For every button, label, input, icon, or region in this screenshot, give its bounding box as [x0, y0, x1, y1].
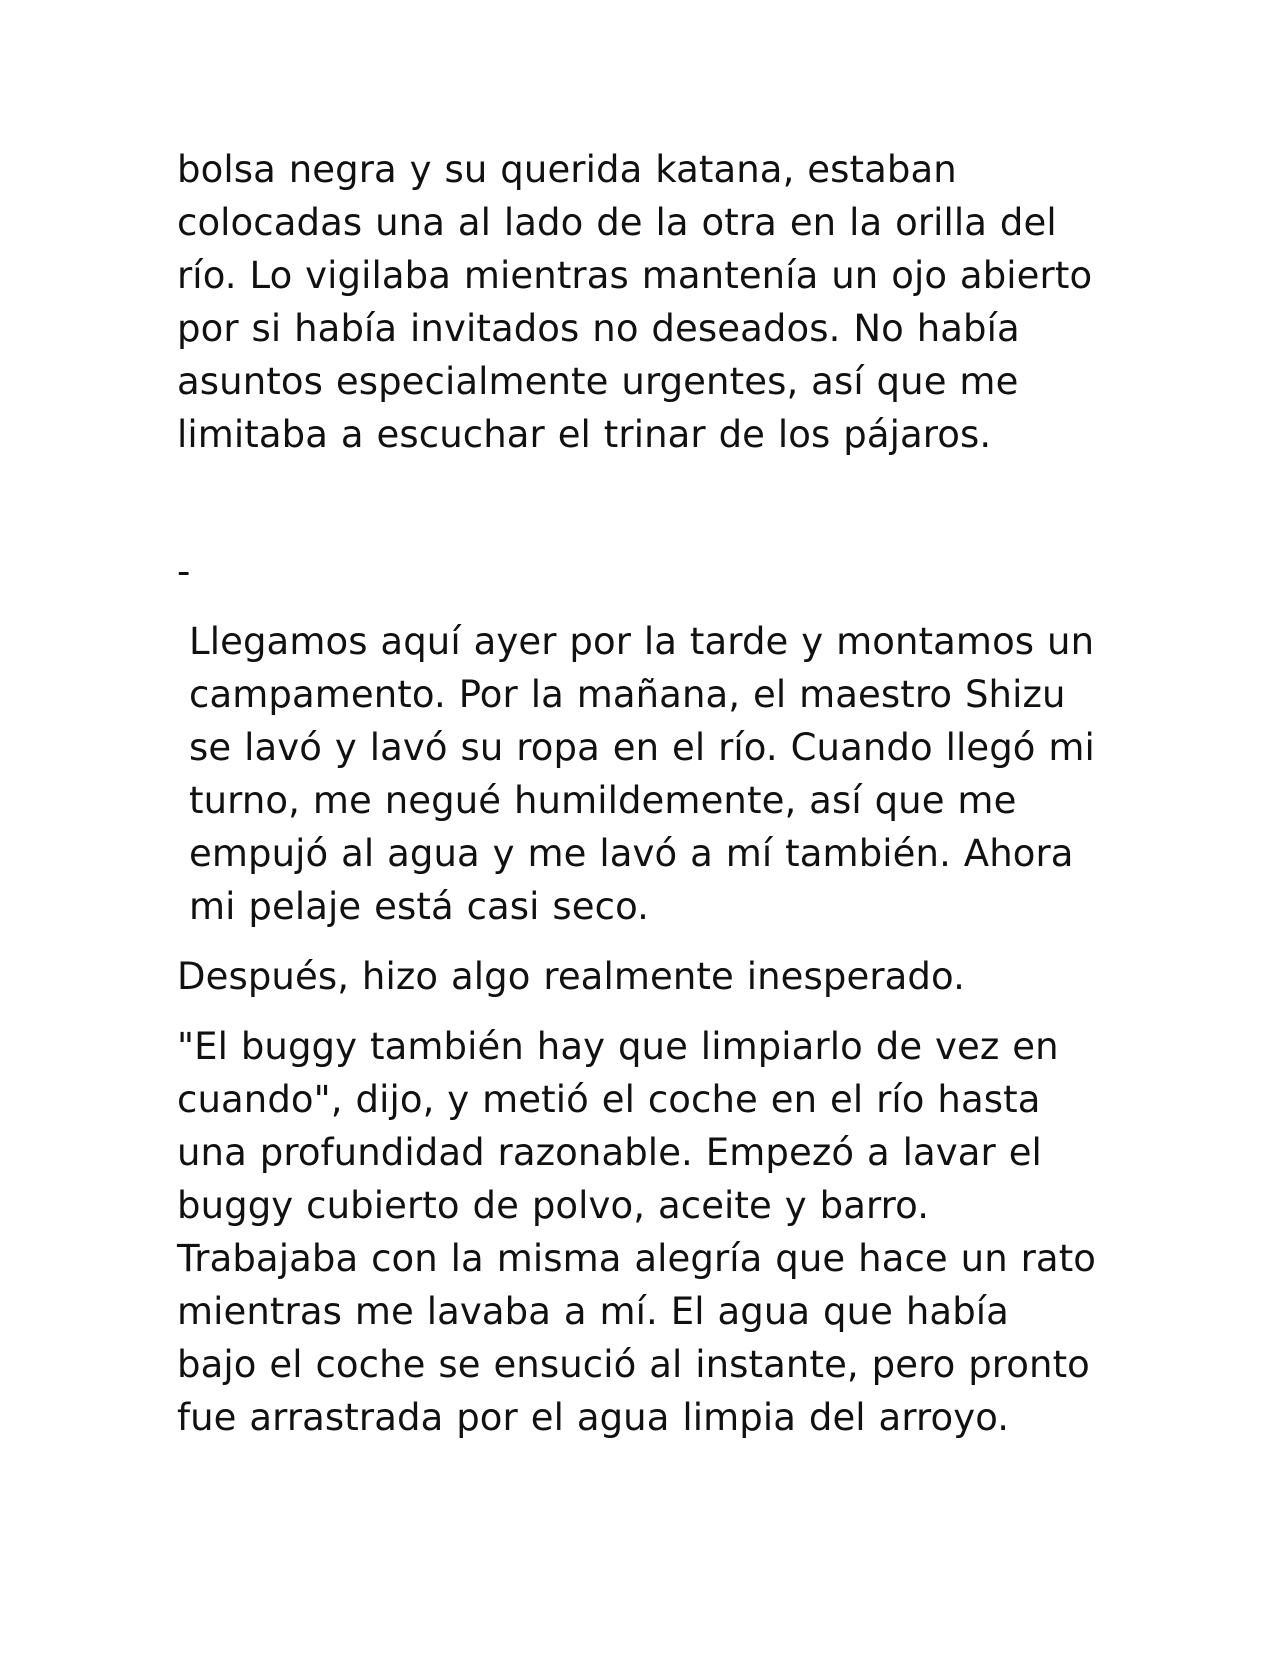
paragraph-3: Después, hizo algo realmente inesperado. [177, 955, 965, 998]
paragraph-1: bolsa negra y su querida katana, estaban colocadas una al lado de la otra en la orilla del río. Lo vigilaba mientras mantenía un ojo abierto por si había invitados no deseados. No había asuntos especialmente urgentes, así que me limitaba a escuchar el trinar de los pájaros. [177, 148, 1093, 456]
paragraph-2: Llegamos aquí ayer por la tarde y montamos un campamento. Por la mañana, el maestro Shizu se lavó y lavó su ropa en el río. Cuando llegó mi turno, me negué humildemente, así que me empujó al agua y me lavó a mí también. Ahora mi pelaje está casi seco. [189, 620, 1095, 928]
paragraph-4: "El buggy también hay que limpiarlo de vez en cuando", dijo, y metió el coche en el río hasta una profundidad razonable. Empezó a lavar el buggy cubierto de polvo, aceite y barro. Trabajaba con la misma alegría que hace un rato mientras me lavaba a mí. El agua que había bajo el coche se ensució al instante, pero pronto fue arrastrada por el agua limpia del arroyo. [177, 1025, 1097, 1439]
page-body [177, 143, 1097, 1444]
section-separator: - [177, 550, 191, 593]
